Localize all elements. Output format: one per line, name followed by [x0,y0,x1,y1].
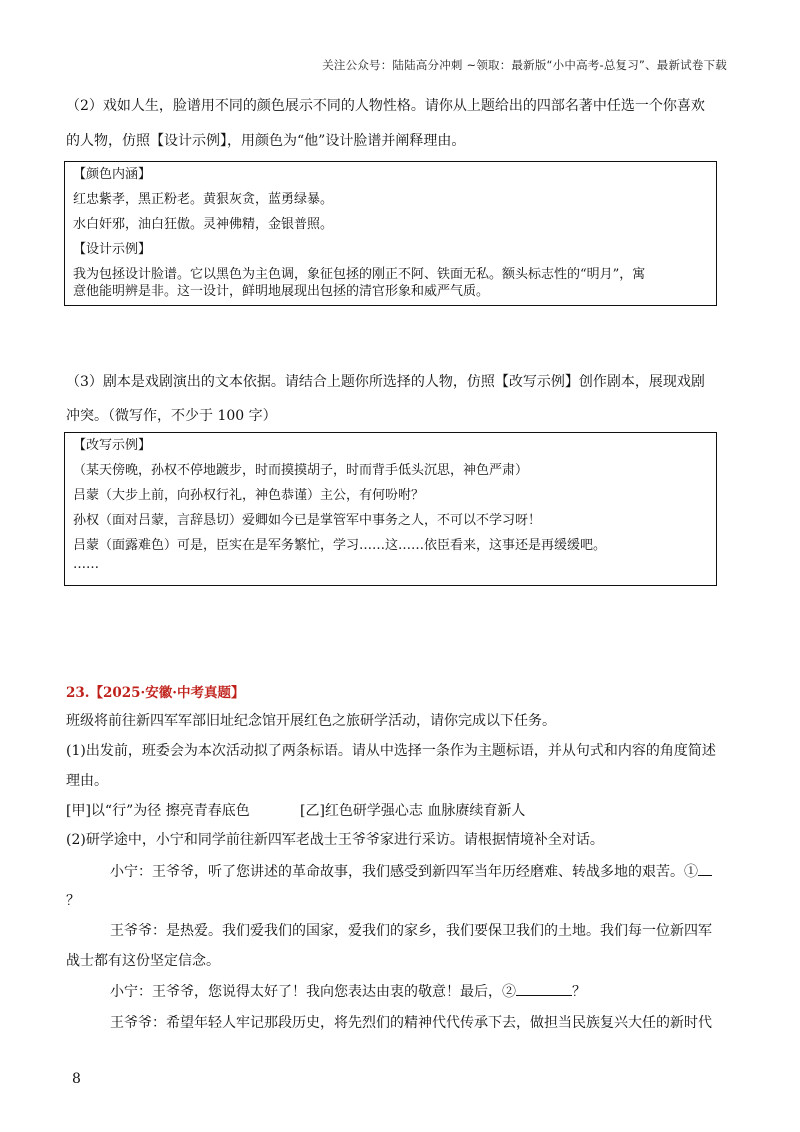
dialogue-xiaoning-1-end: ？ [66,893,80,909]
q2-prompt-line1: （2）戏如人生，脸谱用不同的颜色展示不同的人物性格。请你从上题给出的四部名著中任选一个你喜欢 [66,98,705,114]
dialogue-wang-1-line1: 王爷爷：是热爱。我们爱我们的国家，爱我们的家乡，我们要保卫我们的土地。我们每一位新四军 [110,923,712,939]
box2-line: 孙权（面对吕蒙，言辞恳切）爱卿如今已是掌管军中事务之人，不可以不学习呀！ [73,513,542,528]
q3-prompt-line2: 冲突。（微写作，不少于 100 字） [66,408,277,424]
task1-line2: 理由。 [66,773,108,789]
q2-prompt-line2: 的人物，仿照【设计示例】，用颜色为“他”设计脸谱并阐释理由。 [66,133,466,149]
box1-line: 我为包拯设计脸谱。它以黑色为主色调，象征包拯的刚正不阿、铁面无私。额头标志性的“明月”，寓 [73,267,646,282]
color-meaning-box [64,161,717,306]
box2-line: （某天傍晚，孙权不停地踱步，时而摸摸胡子，时而背手低头沉思，神色严肃） [73,463,529,478]
box1-heading-colors: 【颜色内涵】 [73,167,152,182]
box2-line: …… [73,557,99,572]
dialogue-wang-2-line1: 王爷爷：希望年轻人牢记那段历史，将先烈们的精神代代传承下去，做担当民族复兴大任的新时代 [110,1015,712,1031]
dialogue-xiaoning-2 [110,981,586,1002]
box1-line: 意他能明辨是非。这一设计，鲜明地展现出包拯的清官形象和威严气质。 [73,284,490,299]
dialogue-text: 小宁：王爷爷，您说得太好了！我向您表达由衷的敬意！最后，② [110,984,516,1000]
q23-heading: 23.【2025·安徽·中考真题】 [66,685,245,701]
box1-heading-example: 【设计示例】 [73,242,152,257]
answer-blank-2[interactable] [516,981,572,996]
box1-line: 红忠紫孝，黑正粉老。黄狠灰贪，蓝勇绿暴。 [73,192,334,207]
answer-blank-1[interactable] [698,861,712,876]
slogan-b: [乙]红色研学强心志 血脉赓续育新人 [300,803,526,819]
box2-line: 吕蒙（大步上前，向孙权行礼，神色恭谨）主公，有何吩咐？ [73,488,425,503]
dialogue-text: ？ [572,984,586,1000]
q23-intro: 班级将前往新四军军部旧址纪念馆开展红色之旅研学活动，请你完成以下任务。 [66,713,556,729]
page-header: 关注公众号：陆陆高分冲刺 ~领取：最新版“小中高考-总复习”、最新试卷下载 [322,58,727,72]
box2-line: 吕蒙（面露难色）可是，臣实在是军务繁忙，学习……这……依臣看来，这事还是再缓缓吧。 [73,538,607,553]
dialogue-wang-1-line2: 战士都有这份坚定信念。 [66,953,220,969]
dialogue-text: 小宁：王爷爷，听了您讲述的革命故事，我们感受到新四军当年历经磨难、转战多地的艰苦。① [110,864,698,880]
task2: (2)研学途中，小宁和同学前往新四军老战士王爷爷家进行采访。请根据情境补全对话。 [66,832,604,848]
box1-line: 水白奸邪，油白狂傲。灵神佛精，金银普照。 [73,217,334,232]
box2-heading: 【改写示例】 [73,438,152,453]
page-number: 8 [72,1071,81,1087]
task1-line1: (1)出发前，班委会为本次活动拟了两条标语。请从中选择一条作为主题标语，并从句式和内容的角度简述 [66,743,716,759]
dialogue-xiaoning-1 [110,861,712,882]
rewrite-example-box [64,432,717,586]
q3-prompt-line1: （3）剧本是戏剧演出的文本依据。请结合上题你所选择的人物，仿照【改写示例】创作剧本，展现戏剧 [66,374,705,390]
slogan-a: [甲]以“行”为径 擦亮青春底色 [66,803,250,819]
